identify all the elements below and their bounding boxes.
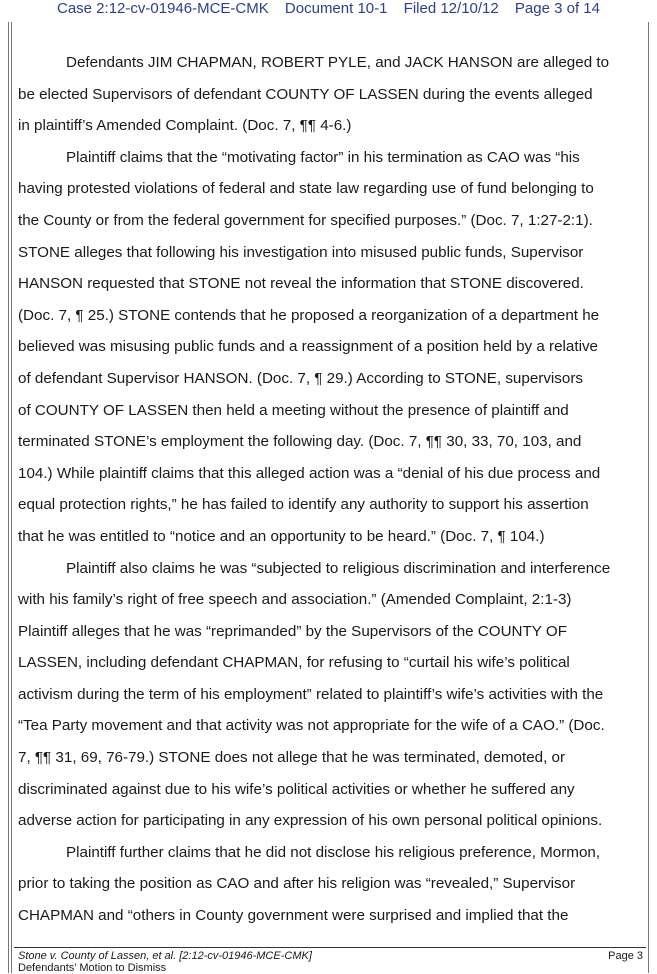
document-title: Defendants’ Motion to Dismiss [18, 962, 167, 974]
paragraph-4 [18, 837, 646, 932]
text-line: of COUNTY OF LASSEN then held a meeting without the presence of plaintiff and [18, 401, 569, 419]
case-number: Case 2:12-cv-01946-MCE-CMK [57, 0, 269, 17]
footer-rule [14, 947, 646, 948]
text-line: equal protection rights,” he has failed to identify any authority to support his assertion [18, 496, 589, 514]
text-line: CHAPMAN and “others in County government were surprised and implied that the [18, 907, 569, 925]
right-margin-rule [648, 22, 649, 973]
filed-date: Filed 12/10/12 [403, 0, 499, 17]
left-margin-rule-outer [8, 22, 9, 973]
text-line: of defendant Supervisor HANSON. (Doc. 7, ¶ 29.) According to STONE, supervisors [18, 369, 583, 387]
text-line: Defendants JIM CHAPMAN, ROBERT PYLE, and JACK HANSON are alleged to [66, 54, 610, 71]
text-line: prior to taking the position as CAO and after his religion was “revealed,” Supervisor [18, 875, 576, 893]
text-line: “Tea Party movement and that activity was not appropriate for the wife of a CAO.” (Doc. [18, 717, 605, 735]
paragraph-1 [18, 47, 646, 142]
footer-page-number: Page 3 [608, 950, 643, 962]
text-line: Plaintiff also claims he was “subjected to religious discrimination and interference [66, 559, 611, 577]
text-line: terminated STONE’s employment the following day. (Doc. 7, ¶¶ 30, 33, 70, 103, and [18, 433, 582, 451]
left-margin-rule-inner [11, 22, 12, 973]
ecf-header [0, 0, 657, 22]
document-body [18, 47, 646, 932]
text-line: that he was entitled to “notice and an opportunity to be heard.” (Doc. 7, ¶ 104.) [18, 527, 545, 545]
text-line: in plaintiff’s Amended Complaint. (Doc. 7, ¶¶ 4-6.) [18, 117, 352, 135]
text-line: discriminated against due to his wife’s political activities or whether he suffered any [18, 780, 575, 798]
text-line: Plaintiff alleges that he was “reprimanded” by the Supervisors of the COUNTY OF [18, 622, 567, 640]
text-line: believed was misusing public funds and a reassignment of a position held by a relative [18, 338, 598, 356]
text-line: Plaintiff further claims that he did not disclose his religious preference, Mormon, [66, 843, 601, 861]
text-line: having protested violations of federal and state law regarding use of fund belonging to [18, 180, 594, 198]
text-line: STONE alleges that following his investigation into misused public funds, Supervisor [18, 243, 584, 261]
text-line: Plaintiff claims that the “motivating factor” in his termination as CAO was “his [66, 148, 580, 166]
document-number: Document 10-1 [284, 0, 388, 17]
text-line: HANSON requested that STONE not reveal the information that STONE discovered. [18, 275, 584, 293]
paragraph-3 [18, 553, 646, 837]
text-line: activism during the term of his employment” related to plaintiff’s wife’s activities with the [18, 685, 604, 703]
text-line: adverse action for participating in any expression of his own personal political opinions. [18, 812, 603, 830]
text-line: be elected Supervisors of defendant COUNTY OF LASSEN during the events alleged [18, 85, 593, 103]
text-line: LASSEN, including defendant CHAPMAN, for refusing to “curtail his wife’s political [18, 654, 570, 672]
text-line: 7, ¶¶ 31, 69, 76-79.) STONE does not allege that he was terminated, demoted, or [18, 749, 566, 767]
text-line: (Doc. 7, ¶ 25.) STONE contends that he proposed a reorganization of a department he [18, 306, 600, 324]
text-line: 104.) While plaintiff claims that this alleged action was a “denial of his due process and [18, 464, 601, 482]
paragraph-2 [18, 142, 646, 553]
case-caption: Stone v. County of Lassen, et al. [2:12-cv-01946-MCE-CMK] [18, 950, 312, 962]
page-count: Page 3 of 14 [514, 0, 600, 17]
footer-caption-block [18, 950, 312, 974]
text-line: with his family’s right of free speech and association.” (Amended Complaint, 2:1-3) [18, 591, 572, 609]
text-line: the County or from the federal government for specified purposes.” (Doc. 7, 1:27-2:1). [18, 211, 593, 229]
